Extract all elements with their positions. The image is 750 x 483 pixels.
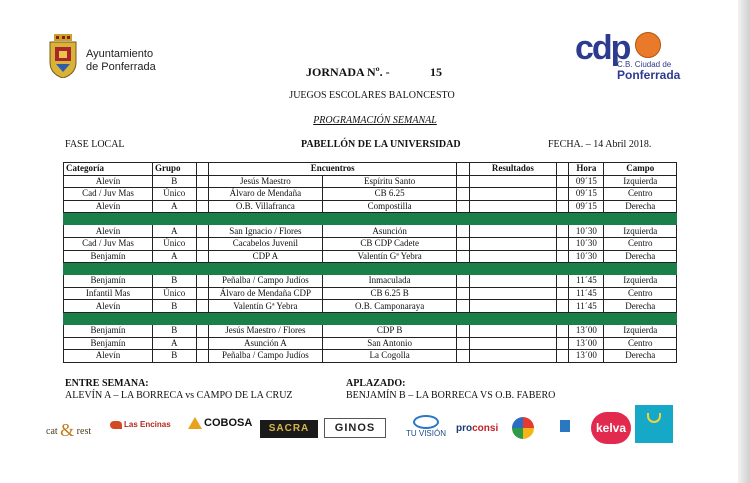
- subtitle: [0, 90, 750, 101]
- wave-icon: [647, 413, 661, 423]
- sponsor-cobosa-logo: [188, 417, 252, 429]
- cell-campo: Centro: [604, 188, 677, 201]
- cell-hora: 11´45: [569, 287, 604, 300]
- cell-local-team: O.B. Villafranca: [208, 200, 322, 213]
- eye-icon: [413, 415, 439, 429]
- separator-cell: [604, 312, 677, 324]
- table-row: [64, 200, 677, 213]
- cell-hora: 10´30: [569, 225, 604, 238]
- table-row: [64, 300, 677, 313]
- sponsor-tuvision-text: TU VISIÓN: [405, 429, 446, 438]
- ampersand-icon: &: [60, 420, 75, 440]
- aplazado-text: BENJAMÍN B – LA BORRECA VS O.B. FABERO: [346, 390, 556, 401]
- cell-spacer: [556, 350, 568, 363]
- cell-spacer: [457, 275, 469, 288]
- table-row: [64, 225, 677, 238]
- cell-spacer: [457, 287, 469, 300]
- separator-cell: [64, 312, 153, 324]
- separator-cell: [569, 263, 604, 275]
- sponsor-institution-logo: [538, 420, 592, 442]
- cell-spacer: [556, 337, 568, 350]
- cell-resultado: [469, 237, 556, 250]
- cell-spacer: [457, 188, 469, 201]
- basketball-icon: [635, 32, 661, 58]
- sponsor-catrest-b: rest: [76, 426, 92, 437]
- cell-campo: Derecha: [604, 200, 677, 213]
- cell-grupo: A: [153, 337, 196, 350]
- cell-hora: 13´00: [569, 324, 604, 337]
- cell-grupo: Único: [153, 188, 196, 201]
- separator-cell: [457, 213, 469, 225]
- cell-resultado: [469, 225, 556, 238]
- table-row: [64, 275, 677, 288]
- cell-spacer: [196, 350, 208, 363]
- sponsor-tuvision-logo: [396, 415, 456, 445]
- cell-spacer: [196, 250, 208, 263]
- logo-line-1: Ayuntamiento: [86, 48, 154, 60]
- club-logo-city: Ponferrada: [617, 68, 681, 82]
- cell-spacer: [457, 300, 469, 313]
- table-row: [64, 287, 677, 300]
- cell-spacer: [556, 287, 568, 300]
- cell-grupo: B: [153, 175, 196, 188]
- cell-grupo: B: [153, 324, 196, 337]
- cell-visitor-team: Espíritu Santo: [322, 175, 457, 188]
- separator-cell: [153, 213, 196, 225]
- table-row: [64, 237, 677, 250]
- cell-spacer: [196, 225, 208, 238]
- sponsor-sacra-logo: SACRA: [260, 420, 318, 438]
- cell-spacer: [196, 237, 208, 250]
- cell-spacer: [556, 225, 568, 238]
- cell-local-team: Valentín Gª Yebra: [208, 300, 322, 313]
- cell-categoria: Alevín: [64, 175, 153, 188]
- cell-visitor-team: CB 6.25: [322, 188, 457, 201]
- table-row: [64, 175, 677, 188]
- separator-cell: [556, 263, 568, 275]
- cell-resultado: [469, 250, 556, 263]
- cell-campo: Centro: [604, 287, 677, 300]
- separator-cell: [196, 263, 208, 275]
- cell-visitor-team: O.B. Camponaraya: [322, 300, 457, 313]
- cell-local-team: CDP A: [208, 250, 322, 263]
- cell-spacer: [556, 200, 568, 213]
- header-resultados: Resultados: [469, 163, 556, 176]
- programacion-text: PROGRAMACIÓN SEMANAL: [313, 115, 437, 126]
- cell-local-team: San Ignacio / Flores: [208, 225, 322, 238]
- page-edge-shadow: [738, 0, 750, 483]
- cell-spacer: [556, 175, 568, 188]
- cell-hora: 09´15: [569, 200, 604, 213]
- fase-label: FASE LOCAL: [65, 139, 125, 150]
- cell-spacer: [196, 175, 208, 188]
- cell-hora: 11´45: [569, 300, 604, 313]
- separator-cell: [322, 213, 457, 225]
- separator-cell: [64, 263, 153, 275]
- cell-campo: Derecha: [604, 350, 677, 363]
- triangle-icon: [188, 417, 202, 429]
- cell-local-team: Jesús Maestro: [208, 175, 322, 188]
- sponsor-encinas-text: Las Encinas: [124, 420, 171, 429]
- separator-cell: [64, 213, 153, 225]
- separator-cell: [569, 213, 604, 225]
- cell-campo: Izquierda: [604, 324, 677, 337]
- cell-spacer: [556, 250, 568, 263]
- sponsor-ginos-logo: GINOS: [324, 418, 386, 438]
- group-separator: [64, 213, 677, 225]
- cell-campo: Izquierda: [604, 175, 677, 188]
- cell-grupo: B: [153, 300, 196, 313]
- aplazado-title: APLAZADO:: [346, 378, 406, 389]
- separator-cell: [322, 263, 457, 275]
- separator-cell: [604, 263, 677, 275]
- coat-of-arms-icon: [48, 34, 78, 78]
- cell-grupo: B: [153, 350, 196, 363]
- cell-local-team: Peñalba / Campo Judíos: [208, 275, 322, 288]
- subtitle-text: JUEGOS ESCOLARES BALONCESTO: [289, 90, 455, 101]
- header-campo: Campo: [604, 163, 677, 176]
- cell-visitor-team: Compostilla: [322, 200, 457, 213]
- cell-spacer: [196, 300, 208, 313]
- cell-grupo: A: [153, 225, 196, 238]
- cell-spacer: [457, 324, 469, 337]
- venue-label: PABELLÓN DE LA UNIVERSIDAD: [301, 139, 461, 150]
- sponsor-catrest-logo: [46, 418, 91, 439]
- cell-visitor-team: CDP B: [322, 324, 457, 337]
- jornada-number: 15: [430, 65, 442, 79]
- cell-grupo: Único: [153, 237, 196, 250]
- header-spacer: [556, 163, 568, 176]
- cell-spacer: [196, 188, 208, 201]
- separator-cell: [569, 312, 604, 324]
- cell-hora: 09´15: [569, 188, 604, 201]
- header-grupo: Grupo: [153, 163, 196, 176]
- separator-cell: [469, 213, 556, 225]
- cell-campo: Izquierda: [604, 275, 677, 288]
- cell-categoria: Cad / Juv Mas: [64, 237, 153, 250]
- separator-cell: [153, 263, 196, 275]
- cell-spacer: [457, 337, 469, 350]
- cell-resultado: [469, 300, 556, 313]
- programacion-title: [0, 115, 750, 126]
- club-logo: [575, 30, 685, 85]
- cell-categoria: Alevín: [64, 300, 153, 313]
- cell-spacer: [196, 275, 208, 288]
- table-header-row: [64, 163, 677, 176]
- separator-cell: [322, 312, 457, 324]
- cell-spacer: [196, 287, 208, 300]
- cell-categoria: Infantil Mas: [64, 287, 153, 300]
- separator-cell: [208, 213, 322, 225]
- cell-local-team: Asunción A: [208, 337, 322, 350]
- cell-visitor-team: Valentín Gª Yebra: [322, 250, 457, 263]
- separator-cell: [153, 312, 196, 324]
- cell-categoria: Benjamín: [64, 275, 153, 288]
- cell-spacer: [457, 225, 469, 238]
- table-row: [64, 188, 677, 201]
- cell-spacer: [457, 350, 469, 363]
- cell-spacer: [196, 337, 208, 350]
- group-separator: [64, 263, 677, 275]
- cell-spacer: [196, 324, 208, 337]
- sponsor-catrest-a: cat: [46, 426, 58, 437]
- cell-campo: Derecha: [604, 300, 677, 313]
- cell-hora: 10´30: [569, 237, 604, 250]
- cell-visitor-team: Inmaculada: [322, 275, 457, 288]
- cell-categoria: Benjamín: [64, 324, 153, 337]
- cell-spacer: [556, 275, 568, 288]
- cell-hora: 13´00: [569, 337, 604, 350]
- cell-visitor-team: CB 6.25 B: [322, 287, 457, 300]
- cell-categoria: Alevín: [64, 350, 153, 363]
- group-separator: [64, 312, 677, 324]
- separator-cell: [604, 213, 677, 225]
- cell-resultado: [469, 175, 556, 188]
- sponsor-encinas-logo: [110, 420, 171, 429]
- separator-cell: [556, 312, 568, 324]
- cell-campo: Centro: [604, 237, 677, 250]
- cell-resultado: [469, 200, 556, 213]
- schedule-body: [64, 175, 677, 362]
- cell-resultado: [469, 350, 556, 363]
- separator-cell: [208, 312, 322, 324]
- cell-grupo: A: [153, 200, 196, 213]
- cell-hora: 10´30: [569, 250, 604, 263]
- cell-spacer: [457, 175, 469, 188]
- cell-resultado: [469, 188, 556, 201]
- separator-cell: [196, 213, 208, 225]
- cell-spacer: [556, 324, 568, 337]
- separator-cell: [196, 312, 208, 324]
- sponsor-circle-logo: [512, 417, 534, 439]
- header-spacer: [196, 163, 208, 176]
- cell-resultado: [469, 275, 556, 288]
- cell-categoria: Alevín: [64, 225, 153, 238]
- cell-local-team: Cacabelos Juvenil: [208, 237, 322, 250]
- cell-hora: 11´45: [569, 275, 604, 288]
- sponsor-kelva-logo: kelva: [591, 412, 631, 444]
- sponsor-teal-logo: [635, 405, 673, 443]
- cell-campo: Izquierda: [604, 225, 677, 238]
- cell-campo: Centro: [604, 337, 677, 350]
- cell-visitor-team: CB CDP Cadete: [322, 237, 457, 250]
- cell-local-team: Álvaro de Mendaña: [208, 188, 322, 201]
- cell-hora: 09´15: [569, 175, 604, 188]
- cell-spacer: [556, 188, 568, 201]
- header-spacer: [457, 163, 469, 176]
- cell-visitor-team: San Antonio: [322, 337, 457, 350]
- cell-categoria: Alevín: [64, 200, 153, 213]
- separator-cell: [457, 312, 469, 324]
- table-row: [64, 250, 677, 263]
- ayuntamiento-name: [86, 48, 156, 74]
- cell-local-team: Jesús Maestro / Flores: [208, 324, 322, 337]
- header-encuentros: Encuentros: [208, 163, 457, 176]
- table-row: [64, 324, 677, 337]
- table-row: [64, 350, 677, 363]
- cell-hora: 13´00: [569, 350, 604, 363]
- header-hora: Hora: [569, 163, 604, 176]
- cell-resultado: [469, 337, 556, 350]
- sponsor-proconsi-b: consi: [472, 423, 499, 434]
- separator-cell: [457, 263, 469, 275]
- separator-cell: [469, 312, 556, 324]
- sponsor-cobosa-text: COBOSA: [204, 417, 253, 429]
- sponsor-proconsi-a: pro: [456, 423, 473, 434]
- jornada-heading: [306, 65, 442, 80]
- cell-spacer: [556, 237, 568, 250]
- schedule-table: [63, 162, 677, 363]
- cell-resultado: [469, 287, 556, 300]
- cell-spacer: [196, 200, 208, 213]
- cell-spacer: [556, 300, 568, 313]
- table-row: [64, 337, 677, 350]
- cell-grupo: Único: [153, 287, 196, 300]
- cell-campo: Derecha: [604, 250, 677, 263]
- separator-cell: [469, 263, 556, 275]
- entre-semana-title: ENTRE SEMANA:: [65, 378, 149, 389]
- entre-semana-text: ALEVÍN A – LA BORRECA vs CAMPO DE LA CRUZ: [65, 390, 293, 401]
- cell-categoria: Benjamín: [64, 337, 153, 350]
- jornada-label: JORNADA Nº. -: [306, 65, 390, 79]
- building-icon: [560, 420, 570, 432]
- club-logo-letters: cdp: [575, 29, 630, 67]
- cell-spacer: [457, 250, 469, 263]
- cell-spacer: [457, 200, 469, 213]
- cell-grupo: A: [153, 250, 196, 263]
- separator-cell: [208, 263, 322, 275]
- header-categoria: Categoría: [64, 163, 153, 176]
- date-label: FECHA. – 14 Abril 2018.: [548, 139, 652, 150]
- cell-resultado: [469, 324, 556, 337]
- cell-categoria: Benjamín: [64, 250, 153, 263]
- cell-categoria: Cad / Juv Mas: [64, 188, 153, 201]
- cell-spacer: [457, 237, 469, 250]
- cell-grupo: B: [153, 275, 196, 288]
- cell-local-team: Álvaro de Mendaña CDP: [208, 287, 322, 300]
- cell-visitor-team: La Cogolla: [322, 350, 457, 363]
- club-logo-sub: C.B. Ciudad de: [617, 60, 672, 69]
- cell-local-team: Peñalba / Campo Judíos: [208, 350, 322, 363]
- leaf-icon: [110, 421, 122, 429]
- cell-visitor-team: Asunción: [322, 225, 457, 238]
- separator-cell: [556, 213, 568, 225]
- logo-line-2: de Ponferrada: [86, 61, 156, 73]
- ayuntamiento-logo: [48, 34, 178, 82]
- sponsor-proconsi-logo: [456, 423, 498, 434]
